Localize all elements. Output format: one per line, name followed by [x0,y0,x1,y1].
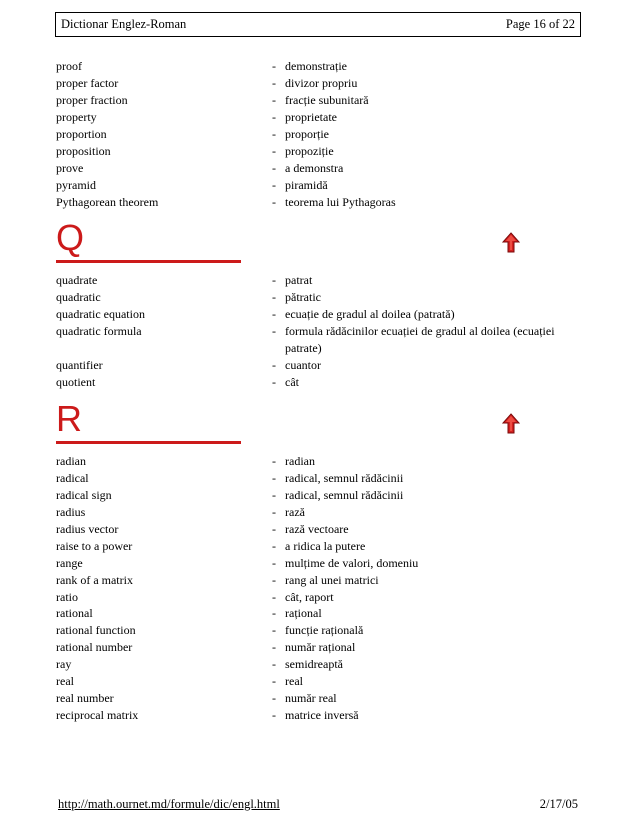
entry-row [56,75,586,92]
entry-term: reciprocal matrix [56,708,139,723]
source-url-link[interactable]: http://math.ournet.md/formule/dic/engl.html [58,796,280,811]
entry-row [56,572,586,589]
entry-dash: - [272,59,276,73]
entry-translation: formula rădăcinilor ecuației de gradul al doilea (ecuației patrate) [285,324,555,356]
entry-term: quadratic formula [56,324,142,339]
entry-term: quadratic equation [56,307,145,322]
entry-dash: - [272,143,276,158]
page-number: Page 16 of 22 [505,17,575,31]
entry-dash: - [272,194,276,209]
entry-dash: - [272,160,276,175]
page-header [55,12,581,37]
entry-row [56,707,586,724]
entry-dash: - [272,307,276,322]
entry-row [56,194,586,211]
entry-translation: rațional [285,606,322,621]
entry-term: proper factor [56,75,119,90]
entry-term: quotient [56,375,96,390]
entry-dash: - [272,177,276,192]
entry-term: quadratic [56,290,101,305]
entry-dash: - [272,640,276,655]
dictionary-title: Dictionar Englez-Roman [61,17,187,31]
entry-translation: radical, semnul rădăcinii [285,470,404,485]
entry-row [56,126,586,143]
entry-translation: cât [285,375,299,390]
entry-translation: proprietate [285,109,337,124]
entry-translation: radian [285,454,315,469]
entry-row [56,272,586,289]
entry-dash: - [272,606,276,621]
entry-dash: - [272,572,276,587]
entry-term: ray [56,657,72,672]
entry-translation: pătratic [285,290,321,305]
entry-translation: a demonstra [285,160,344,175]
entry-term: rational [56,606,93,621]
entry-translation: rază [285,504,305,519]
entry-dash: - [272,470,276,485]
entry-translation: proporție [285,126,329,141]
entry-term: radian [56,454,86,469]
entry-term: ratio [56,589,78,604]
entry-row [56,555,586,572]
entry-dash: - [272,657,276,672]
entry-term: real [56,674,74,689]
entry-translation: fracție subunitară [285,92,369,107]
entry-term: raise to a power [56,538,133,553]
entry-dash: - [272,555,276,570]
entry-dash: - [272,623,276,638]
section-letter: R [56,398,82,440]
entry-translation: piramidă [285,177,328,192]
entry-term: pyramid [56,177,96,192]
entry-term: property [56,109,97,124]
up-arrow-icon[interactable] [502,232,520,254]
entry-row [56,306,586,323]
entry-term: rational number [56,640,133,655]
entry-row [56,673,586,690]
entry-row [56,453,586,470]
entry-translation: matrice inversă [285,708,359,723]
entry-dash: - [272,126,276,141]
entry-dash: - [272,454,276,469]
entry-row [56,589,586,606]
entry-row [56,289,586,306]
entry-term: Pythagorean theorem [56,194,159,209]
entry-row [56,143,586,160]
entry-translation: teorema lui Pythagoras [285,194,396,209]
entry-term: real number [56,691,114,706]
entry-term: rank of a matrix [56,572,133,587]
entry-translation: demonstrație [285,59,347,73]
entry-translation: rază vectoare [285,521,349,536]
entry-row [56,690,586,707]
entry-row [56,374,586,391]
entry-term: proper fraction [56,92,128,107]
entry-translation: patrat [285,273,313,288]
entry-row [56,521,586,538]
entry-row [56,504,586,521]
entry-row [56,605,586,622]
entry-translation: ecuație de gradul al doilea (patrată) [285,307,455,322]
entry-dash: - [272,708,276,723]
entry-dash: - [272,290,276,305]
page-footer [55,794,581,814]
entry-row [56,470,586,487]
entry-row [56,92,586,109]
entries-q [56,272,586,391]
entry-translation: a ridica la putere [285,538,366,553]
entry-term: range [56,555,83,570]
section-letter: Q [56,217,85,259]
entry-dash: - [272,538,276,553]
entry-row [56,656,586,673]
entry-term: proof [56,59,82,73]
entry-dash: - [272,487,276,502]
entry-translation: mulțime de valori, domeniu [285,555,419,570]
entry-term: quantifier [56,358,103,373]
entry-row [56,160,586,177]
entry-translation: număr real [285,691,337,706]
entry-term: proposition [56,143,111,158]
section-underline [56,260,241,263]
entry-row [56,538,586,555]
entry-translation: divizor propriu [285,75,358,90]
entry-translation: real [285,674,303,689]
entry-translation: semidreaptă [285,657,343,672]
entry-dash: - [272,521,276,536]
entry-translation: cuantor [285,358,321,373]
entry-row [56,639,586,656]
entry-translation: cât, raport [285,589,334,604]
entry-dash: - [272,691,276,706]
entry-dash: - [272,92,276,107]
entry-translation: propoziție [285,143,334,158]
entry-row [56,323,586,357]
entry-row [56,357,586,374]
entry-dash: - [272,504,276,519]
entry-dash: - [272,75,276,90]
entries-p [56,58,586,210]
entry-term: rational function [56,623,136,638]
section-heading-q [56,210,586,272]
up-arrow-icon[interactable] [502,413,520,435]
entry-term: quadrate [56,273,98,288]
entry-row [56,622,586,639]
entry-translation: radical, semnul rădăcinii [285,487,404,502]
entry-row [56,109,586,126]
dictionary-content [56,58,586,724]
entry-row [56,58,586,75]
entry-dash: - [272,375,276,390]
entry-dash: - [272,324,276,339]
entry-translation: funcție rațională [285,623,364,638]
entry-term: proportion [56,126,107,141]
entry-dash: - [272,674,276,689]
section-underline [56,441,241,444]
entry-term: radius vector [56,521,119,536]
entry-dash: - [272,273,276,288]
entry-term: radius [56,504,86,519]
entries-r [56,453,586,724]
entry-term: radical [56,470,89,485]
entry-term: radical sign [56,487,112,502]
entry-dash: - [272,589,276,604]
entry-dash: - [272,358,276,373]
print-date: 2/17/05 [539,796,578,811]
entry-term: prove [56,160,84,175]
entry-translation: număr rațional [285,640,356,655]
section-heading-r [56,391,586,453]
entry-row [56,177,586,194]
entry-dash: - [272,109,276,124]
entry-translation: rang al unei matrici [285,572,379,587]
entry-row [56,487,586,504]
